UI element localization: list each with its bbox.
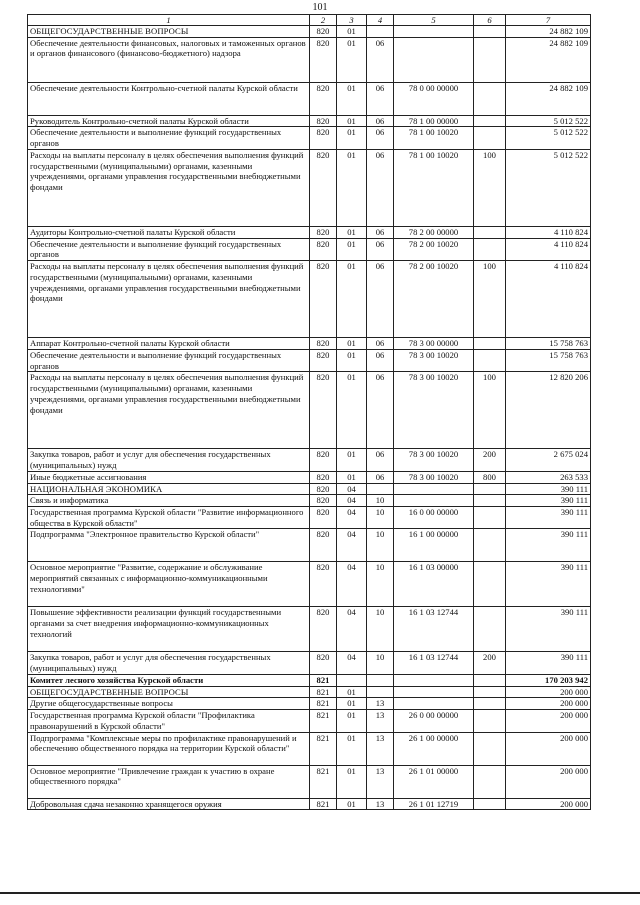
row-name: Подпрограмма "Комплексные меры по профилактике правонарушений и обеспечению общественного порядка на территории Курской области" [28, 732, 310, 765]
row-code-target: 78 2 00 10020 [394, 261, 474, 338]
row-name: ОБЩЕГОСУДАРСТВЕННЫЕ ВОПРОСЫ [28, 26, 310, 38]
row-code-section: 01 [337, 338, 367, 350]
row-code-target: 78 1 00 10020 [394, 127, 474, 149]
row-code-target: 78 0 00 00000 [394, 82, 474, 115]
row-code-section: 01 [337, 732, 367, 765]
row-code-expense-type [474, 495, 506, 507]
row-code-target: 78 2 00 10020 [394, 238, 474, 260]
column-number: 1 [28, 15, 310, 26]
row-code-subsection: 06 [367, 261, 394, 338]
row-code-section: 01 [337, 37, 367, 82]
table-row [28, 238, 591, 260]
row-sum: 24 882 109 [506, 82, 591, 115]
row-sum: 4 110 824 [506, 238, 591, 260]
row-code-expense-type [474, 765, 506, 798]
row-code-section: 04 [337, 507, 367, 529]
row-code-section: 01 [337, 26, 367, 38]
table-row [28, 82, 591, 115]
row-sum: 200 000 [506, 732, 591, 765]
row-code-section: 01 [337, 765, 367, 798]
row-code-subsection: 06 [367, 471, 394, 483]
row-code-section: 01 [337, 238, 367, 260]
row-name: Расходы на выплаты персоналу в целях обеспечения выполнения функций государственными (муниципальными) органами, казенными учреждениями, органами управления государственными внебюджетными фондами [28, 372, 310, 449]
row-code-expense-type [474, 349, 506, 371]
row-sum: 390 111 [506, 483, 591, 495]
row-code-subsection: 06 [367, 115, 394, 127]
row-code-subsection [367, 674, 394, 686]
row-code-section: 04 [337, 495, 367, 507]
row-code-section: 01 [337, 798, 367, 810]
row-code-target: 26 0 00 00000 [394, 710, 474, 732]
row-code-expense-type: 100 [474, 149, 506, 226]
row-name: Добровольная сдача незаконно хранящегося оружия [28, 798, 310, 810]
row-code-ministry: 820 [310, 495, 337, 507]
row-code-target: 16 1 00 00000 [394, 529, 474, 562]
row-sum: 200 000 [506, 765, 591, 798]
row-name: Расходы на выплаты персоналу в целях обеспечения выполнения функций государственными (муниципальными) органами, казенными учреждениями, органами управления государственными внебюджетными фондами [28, 149, 310, 226]
table-row [28, 226, 591, 238]
column-number: 7 [506, 15, 591, 26]
row-code-expense-type [474, 226, 506, 238]
row-name: Комитет лесного хозяйства Курской области [28, 674, 310, 686]
table-row [28, 495, 591, 507]
row-code-section: 04 [337, 483, 367, 495]
row-name: Другие общегосударственные вопросы [28, 698, 310, 710]
row-code-ministry: 820 [310, 507, 337, 529]
row-code-section: 01 [337, 115, 367, 127]
row-code-ministry: 820 [310, 349, 337, 371]
row-code-section: 01 [337, 686, 367, 698]
row-code-ministry: 821 [310, 674, 337, 686]
row-name: Государственная программа Курской области "Профилактика правонарушений в Курской области" [28, 710, 310, 732]
row-code-subsection: 06 [367, 127, 394, 149]
row-sum: 4 110 824 [506, 226, 591, 238]
row-code-section: 01 [337, 149, 367, 226]
row-sum: 390 111 [506, 607, 591, 652]
row-name: НАЦИОНАЛЬНАЯ ЭКОНОМИКА [28, 483, 310, 495]
row-sum: 390 111 [506, 562, 591, 607]
row-code-expense-type [474, 710, 506, 732]
row-sum: 200 000 [506, 686, 591, 698]
row-sum: 15 758 763 [506, 338, 591, 350]
row-code-target: 78 1 00 00000 [394, 115, 474, 127]
column-number: 4 [367, 15, 394, 26]
row-code-expense-type: 100 [474, 372, 506, 449]
table-row [28, 349, 591, 371]
row-code-expense-type [474, 238, 506, 260]
row-code-ministry: 820 [310, 127, 337, 149]
table-row [28, 732, 591, 765]
row-code-ministry: 820 [310, 82, 337, 115]
row-code-subsection: 06 [367, 338, 394, 350]
row-code-section: 01 [337, 226, 367, 238]
row-code-ministry: 820 [310, 652, 337, 674]
row-code-ministry: 820 [310, 338, 337, 350]
row-code-section: 04 [337, 607, 367, 652]
column-number: 6 [474, 15, 506, 26]
row-code-section: 04 [337, 529, 367, 562]
row-name: Расходы на выплаты персоналу в целях обеспечения выполнения функций государственными (муниципальными) органами, казенными учреждениями, органами управления государственными внебюджетными фондами [28, 261, 310, 338]
row-name: Государственная программа Курской области "Развитие информационного общества в Курской области" [28, 507, 310, 529]
row-code-target [394, 483, 474, 495]
table-row [28, 765, 591, 798]
row-sum: 390 111 [506, 652, 591, 674]
row-sum: 24 882 109 [506, 26, 591, 38]
row-code-ministry: 821 [310, 798, 337, 810]
row-code-ministry: 821 [310, 765, 337, 798]
row-code-ministry: 820 [310, 562, 337, 607]
table-row [28, 652, 591, 674]
row-code-subsection: 06 [367, 372, 394, 449]
row-code-target: 16 1 03 12744 [394, 607, 474, 652]
row-code-section [337, 674, 367, 686]
row-code-section: 01 [337, 261, 367, 338]
row-code-subsection: 10 [367, 507, 394, 529]
row-code-subsection: 06 [367, 149, 394, 226]
row-code-section: 01 [337, 82, 367, 115]
row-sum: 12 820 206 [506, 372, 591, 449]
row-code-section: 01 [337, 349, 367, 371]
table-row [28, 607, 591, 652]
table-row [28, 507, 591, 529]
column-number: 2 [310, 15, 337, 26]
row-code-expense-type: 100 [474, 261, 506, 338]
row-code-subsection: 13 [367, 798, 394, 810]
row-code-section: 01 [337, 127, 367, 149]
row-code-expense-type [474, 562, 506, 607]
row-code-ministry: 820 [310, 261, 337, 338]
row-code-ministry: 820 [310, 149, 337, 226]
row-code-expense-type [474, 607, 506, 652]
row-code-subsection: 10 [367, 607, 394, 652]
row-code-subsection: 10 [367, 562, 394, 607]
table-row [28, 372, 591, 449]
row-code-expense-type [474, 798, 506, 810]
row-name: Закупка товаров, работ и услуг для обеспечения государственных (муниципальных) нужд [28, 449, 310, 471]
row-code-expense-type [474, 674, 506, 686]
row-name: Закупка товаров, работ и услуг для обеспечения государственных (муниципальных) нужд [28, 652, 310, 674]
budget-table [27, 14, 591, 810]
row-sum: 390 111 [506, 529, 591, 562]
table-row [28, 698, 591, 710]
row-sum: 200 000 [506, 798, 591, 810]
row-code-target [394, 26, 474, 38]
row-code-subsection: 13 [367, 710, 394, 732]
row-code-ministry: 821 [310, 686, 337, 698]
row-code-expense-type [474, 698, 506, 710]
row-code-section: 01 [337, 710, 367, 732]
row-code-subsection: 06 [367, 449, 394, 471]
row-code-subsection [367, 483, 394, 495]
row-name: Аудиторы Контрольно-счетной палаты Курской области [28, 226, 310, 238]
row-code-section: 04 [337, 652, 367, 674]
row-code-section: 01 [337, 449, 367, 471]
row-code-subsection: 06 [367, 226, 394, 238]
row-code-target: 16 1 03 00000 [394, 562, 474, 607]
row-code-target: 26 1 00 00000 [394, 732, 474, 765]
row-code-subsection: 13 [367, 732, 394, 765]
row-code-expense-type: 200 [474, 449, 506, 471]
row-code-subsection: 06 [367, 37, 394, 82]
row-code-expense-type [474, 26, 506, 38]
row-code-target [394, 686, 474, 698]
row-sum: 15 758 763 [506, 349, 591, 371]
row-code-expense-type [474, 82, 506, 115]
page-number: 101 [312, 2, 328, 13]
row-code-target [394, 495, 474, 507]
row-name: Основное мероприятие "Развитие, содержание и обслуживание мероприятий связанных с информационно-коммуникационными технологиями" [28, 562, 310, 607]
row-code-expense-type [474, 507, 506, 529]
row-name: Обеспечение деятельности и выполнение функций государственных органов [28, 238, 310, 260]
row-code-subsection: 13 [367, 698, 394, 710]
table-row [28, 149, 591, 226]
row-code-target: 78 3 00 10020 [394, 372, 474, 449]
row-code-expense-type [474, 732, 506, 765]
row-code-subsection: 10 [367, 652, 394, 674]
row-code-ministry: 820 [310, 26, 337, 38]
row-code-subsection: 10 [367, 529, 394, 562]
row-code-expense-type [474, 115, 506, 127]
row-code-ministry: 821 [310, 698, 337, 710]
row-sum: 200 000 [506, 710, 591, 732]
row-sum: 263 533 [506, 471, 591, 483]
row-code-ministry: 821 [310, 732, 337, 765]
row-code-ministry: 820 [310, 483, 337, 495]
row-code-target: 78 3 00 10020 [394, 471, 474, 483]
row-code-expense-type: 200 [474, 652, 506, 674]
table-row [28, 798, 591, 810]
row-name: Связь и информатика [28, 495, 310, 507]
row-sum: 5 012 522 [506, 127, 591, 149]
table-row [28, 483, 591, 495]
row-code-target: 78 1 00 10020 [394, 149, 474, 226]
row-code-expense-type [474, 529, 506, 562]
row-name: Обеспечение деятельности Контрольно-счетной палаты Курской области [28, 82, 310, 115]
row-code-section: 01 [337, 372, 367, 449]
table-row [28, 127, 591, 149]
row-code-expense-type: 800 [474, 471, 506, 483]
table-row [28, 338, 591, 350]
row-sum: 5 012 522 [506, 115, 591, 127]
row-code-target: 16 1 03 12744 [394, 652, 474, 674]
row-name: Обеспечение деятельности финансовых, налоговых и таможенных органов и органов финансового (финансово-бюджетного) надзора [28, 37, 310, 82]
row-code-target: 26 1 01 12719 [394, 798, 474, 810]
row-sum: 24 882 109 [506, 37, 591, 82]
row-code-subsection: 06 [367, 349, 394, 371]
row-code-subsection: 06 [367, 82, 394, 115]
row-code-ministry: 820 [310, 372, 337, 449]
row-code-target: 78 2 00 00000 [394, 226, 474, 238]
row-code-target: 78 3 00 10020 [394, 349, 474, 371]
row-code-target: 26 1 01 00000 [394, 765, 474, 798]
row-code-target [394, 674, 474, 686]
row-code-ministry: 820 [310, 115, 337, 127]
row-code-section: 01 [337, 698, 367, 710]
row-code-subsection [367, 686, 394, 698]
row-sum: 170 203 942 [506, 674, 591, 686]
row-name: Повышение эффективности реализации функций государственными органами за счет внедрения информационно-коммуникационных технологий [28, 607, 310, 652]
row-code-expense-type [474, 483, 506, 495]
row-code-target: 16 0 00 00000 [394, 507, 474, 529]
row-code-subsection: 13 [367, 765, 394, 798]
row-name: ОБЩЕГОСУДАРСТВЕННЫЕ ВОПРОСЫ [28, 686, 310, 698]
row-sum: 5 012 522 [506, 149, 591, 226]
column-number: 3 [337, 15, 367, 26]
table-row [28, 562, 591, 607]
row-code-ministry: 820 [310, 529, 337, 562]
bottom-rule [0, 892, 640, 894]
row-code-target: 78 3 00 00000 [394, 338, 474, 350]
row-sum: 4 110 824 [506, 261, 591, 338]
row-code-target: 78 3 00 10020 [394, 449, 474, 471]
table-row [28, 115, 591, 127]
row-name: Руководитель Контрольно-счетной палаты Курской области [28, 115, 310, 127]
row-sum: 390 111 [506, 507, 591, 529]
row-code-ministry: 820 [310, 37, 337, 82]
column-number: 5 [394, 15, 474, 26]
row-code-section: 04 [337, 562, 367, 607]
row-code-expense-type [474, 127, 506, 149]
table-row [28, 261, 591, 338]
row-code-ministry: 820 [310, 471, 337, 483]
row-name: Обеспечение деятельности и выполнение функций государственных органов [28, 349, 310, 371]
row-sum: 390 111 [506, 495, 591, 507]
row-code-expense-type [474, 338, 506, 350]
table-row [28, 449, 591, 471]
table-row [28, 686, 591, 698]
row-name: Подпрограмма "Электронное правительство Курской области" [28, 529, 310, 562]
row-code-subsection: 10 [367, 495, 394, 507]
row-name: Основное мероприятие "Привлечение граждан к участию в охране общественного порядка" [28, 765, 310, 798]
row-name: Обеспечение деятельности и выполнение функций государственных органов [28, 127, 310, 149]
row-code-ministry: 820 [310, 449, 337, 471]
row-code-subsection: 06 [367, 238, 394, 260]
row-name: Иные бюджетные ассигнования [28, 471, 310, 483]
row-code-expense-type [474, 37, 506, 82]
column-number-row [28, 15, 591, 26]
row-code-target [394, 37, 474, 82]
row-name: Аппарат Контрольно-счетной палаты Курской области [28, 338, 310, 350]
row-code-ministry: 821 [310, 710, 337, 732]
row-code-section: 01 [337, 471, 367, 483]
row-code-ministry: 820 [310, 238, 337, 260]
table-row [28, 710, 591, 732]
table-row [28, 471, 591, 483]
row-code-target [394, 698, 474, 710]
row-code-expense-type [474, 686, 506, 698]
table-row [28, 674, 591, 686]
table-row [28, 26, 591, 38]
row-sum: 2 675 024 [506, 449, 591, 471]
row-code-ministry: 820 [310, 226, 337, 238]
row-code-subsection [367, 26, 394, 38]
table-row [28, 37, 591, 82]
row-code-ministry: 820 [310, 607, 337, 652]
table-row [28, 529, 591, 562]
row-sum: 200 000 [506, 698, 591, 710]
